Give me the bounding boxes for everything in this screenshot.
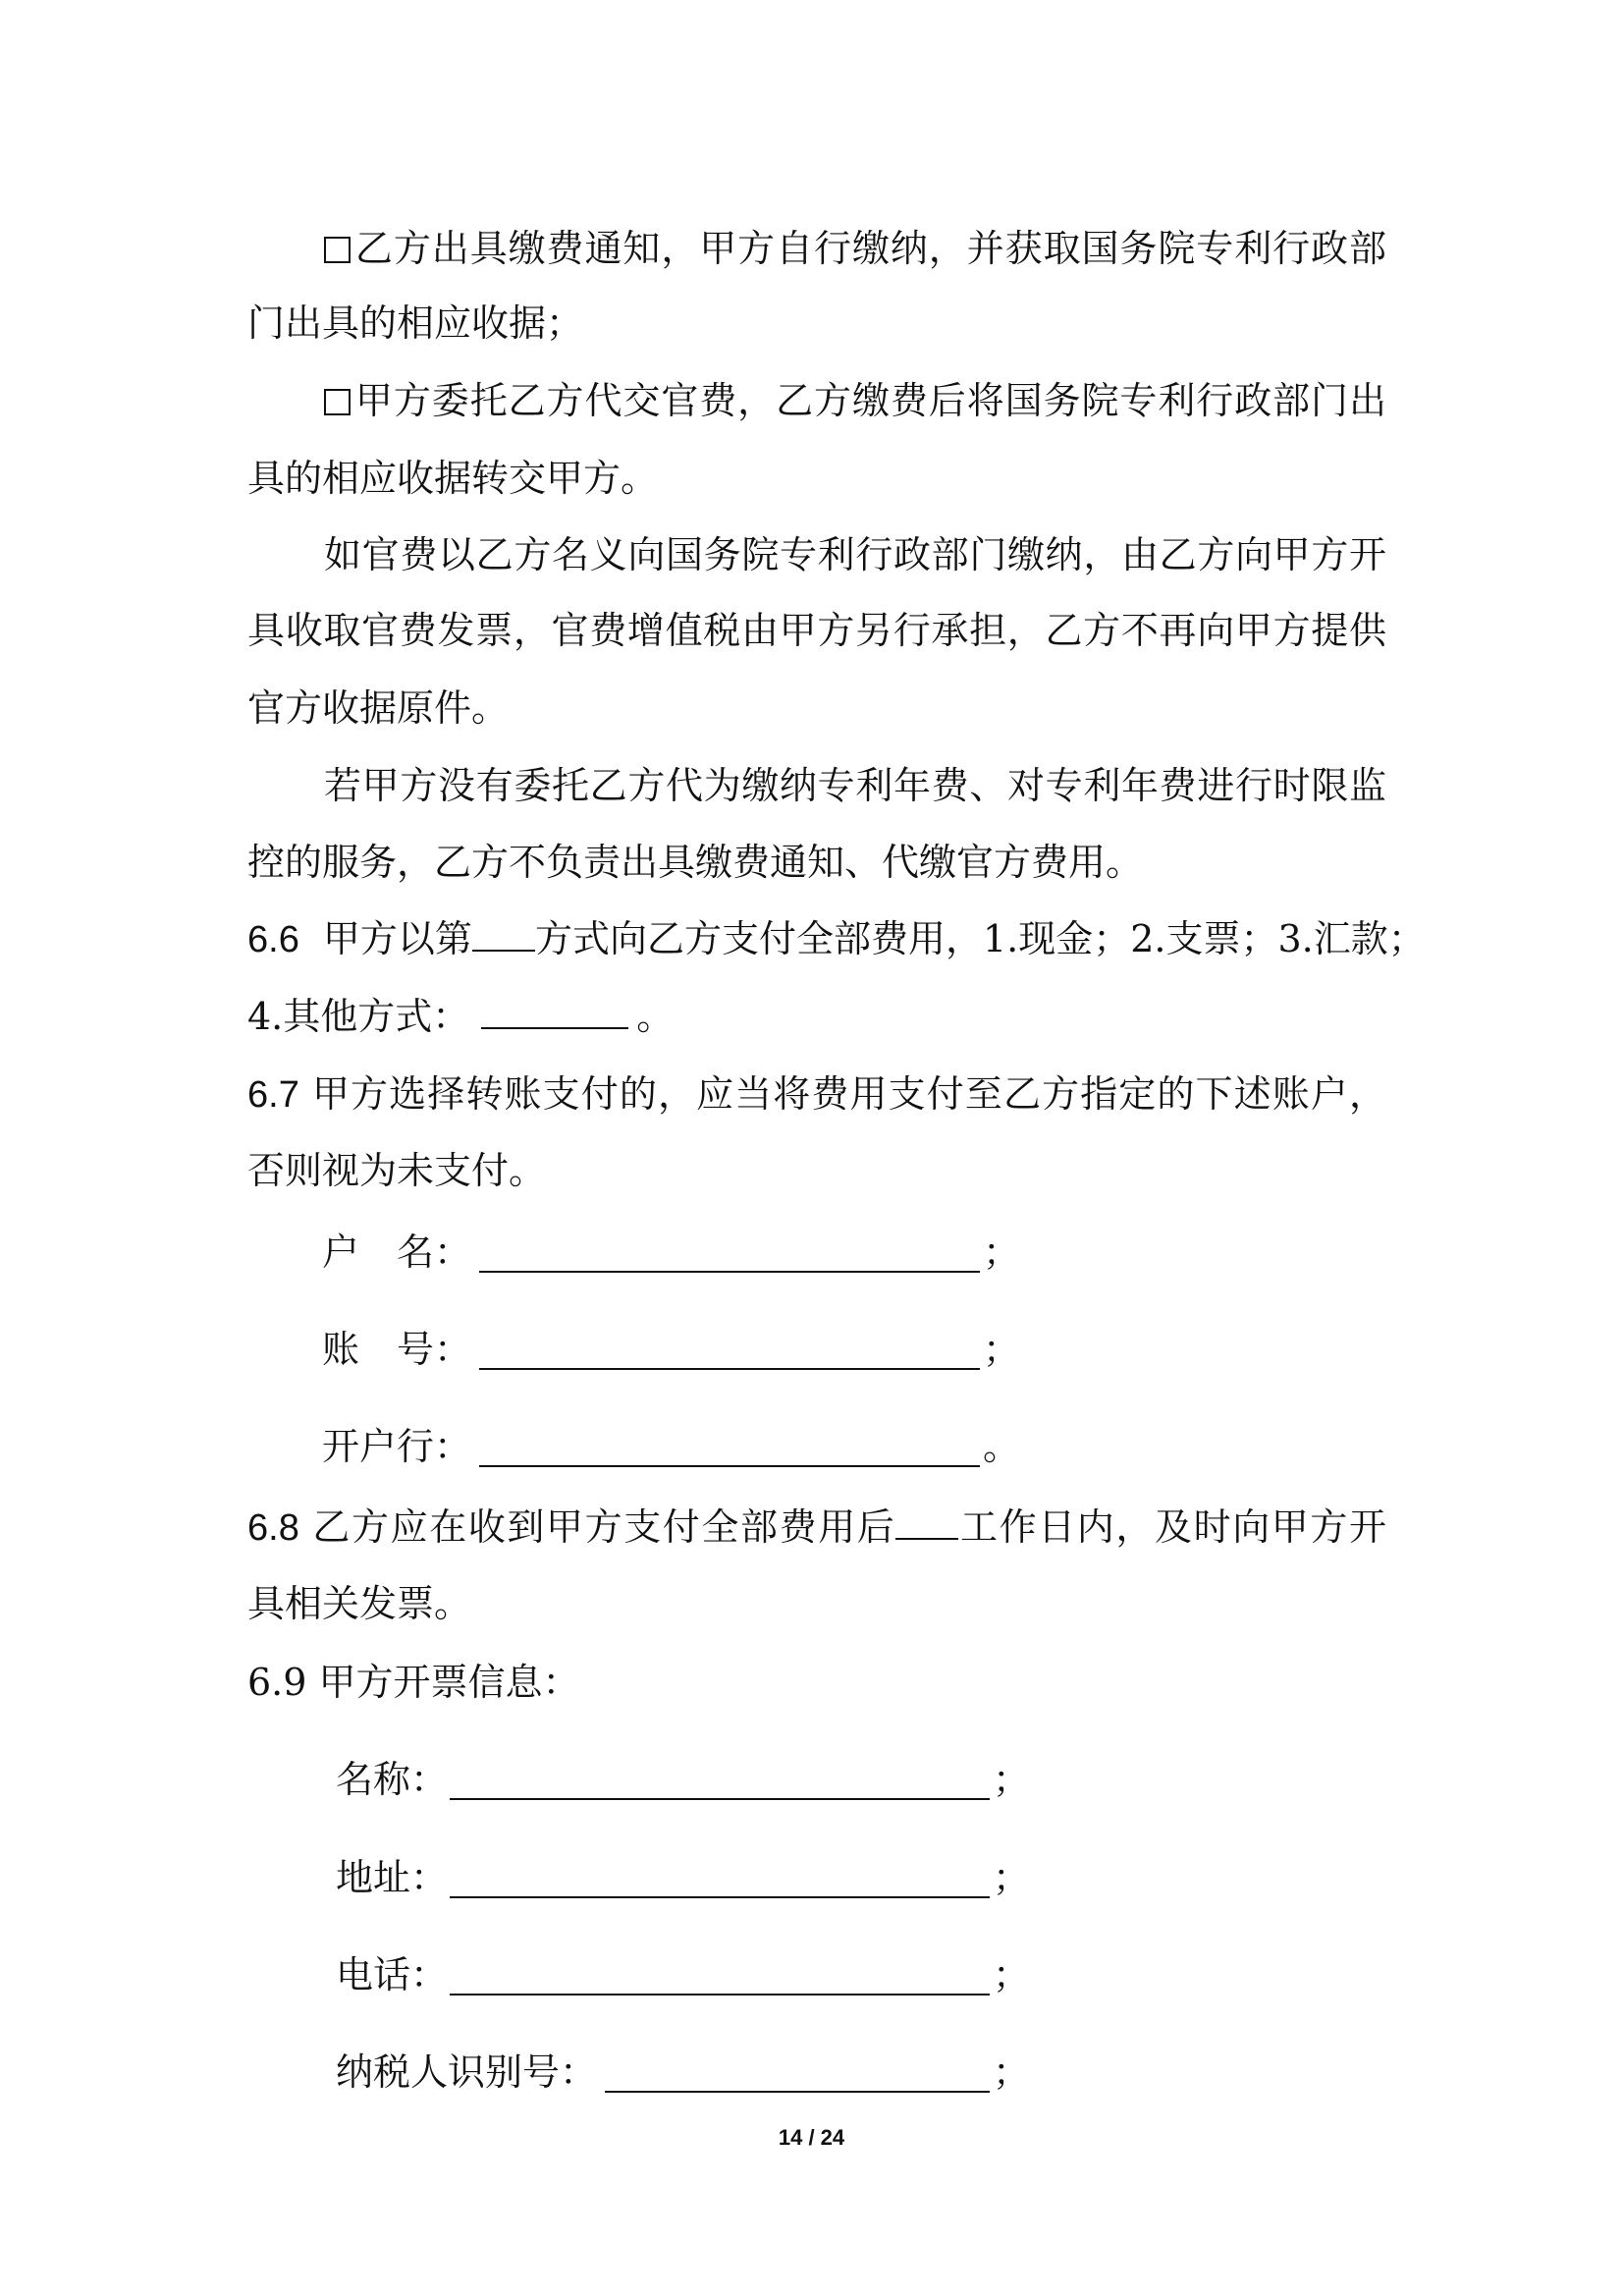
invoice-phone-field: 电话： ； <box>336 1950 448 1999</box>
bank-field: 开户行： 。 <box>322 1422 471 1471</box>
account-number-field: 账 号： ； <box>322 1325 471 1374</box>
checkbox[interactable] <box>324 237 351 263</box>
paragraph-line: 官方收据原件。 <box>247 686 510 730</box>
taxpayer-id-field: 纳税人识别号： ； <box>336 2048 597 2097</box>
paragraph-line: 若甲方没有委托乙方代为缴纳专利年费、对专利年费进行时限监 <box>324 764 1386 807</box>
clause-6-7-line-2: 否则视为未支付。 <box>247 1149 547 1192</box>
account-name-blank[interactable] <box>479 1228 980 1273</box>
paragraph-line: 如官费以乙方名义向国务院专利行政部门缴纳，由乙方向甲方开 <box>324 533 1386 576</box>
paragraph-line: 门出具的相应收据； <box>247 301 584 345</box>
paragraph-line: 控的服务，乙方不负责出具缴费通知、代缴官方费用。 <box>247 841 1144 884</box>
bank-blank[interactable] <box>479 1422 980 1467</box>
invoice-phone-blank[interactable] <box>450 1950 990 1995</box>
invoice-address-field: 地址： ； <box>336 1853 448 1902</box>
invoice-name-field: 名称： ； <box>336 1755 448 1804</box>
clause-number: 6.7 <box>247 1074 299 1116</box>
invoice-address-blank[interactable] <box>450 1853 990 1898</box>
checkbox[interactable] <box>324 389 351 415</box>
paragraph-line: 乙方出具缴费通知，甲方自行缴纳，并获取国务院专利行政部 <box>324 224 1386 273</box>
paragraph-line: 具的相应收据转交甲方。 <box>247 457 659 500</box>
paragraph-line: 具收取官费发票，官费增值税由甲方另行承担，乙方不再向甲方提供 <box>247 609 1386 652</box>
clause-6-8-line-1: 6.8 乙方应在收到甲方支付全部费用后 工作日内，及时向甲方开 <box>247 1505 1386 1549</box>
invoice-name-blank[interactable] <box>450 1755 990 1800</box>
payment-method-blank[interactable] <box>472 916 535 952</box>
clause-6-9-heading: 6.9 甲方开票信息： <box>247 1661 580 1704</box>
other-method-blank[interactable] <box>481 994 628 1029</box>
clause-number: 6.6 <box>247 919 299 960</box>
clause-6-6-line-1: 6.6 甲方以第 方式向乙方支付全部费用，1.现金；2.支票；3.汇款； <box>247 917 1426 960</box>
account-number-blank[interactable] <box>479 1325 980 1370</box>
paragraph-line: 甲方委托乙方代交官费，乙方缴费后将国务院专利行政部门出 <box>324 376 1386 425</box>
clause-6-6-line-2: 4.其他方式： 。 <box>247 995 675 1038</box>
workday-blank[interactable] <box>895 1504 958 1540</box>
page-number: 14 / 24 <box>778 2125 845 2150</box>
account-name-field: 户 名： ； <box>322 1228 471 1277</box>
taxpayer-id-blank[interactable] <box>605 2048 990 2093</box>
clause-number: 6.8 <box>247 1507 299 1549</box>
clause-6-8-line-2: 具相关发票。 <box>247 1582 472 1625</box>
clause-6-7-line-1: 6.7 甲方选择转账支付的，应当将费用支付至乙方指定的下述账户， <box>247 1072 1386 1116</box>
